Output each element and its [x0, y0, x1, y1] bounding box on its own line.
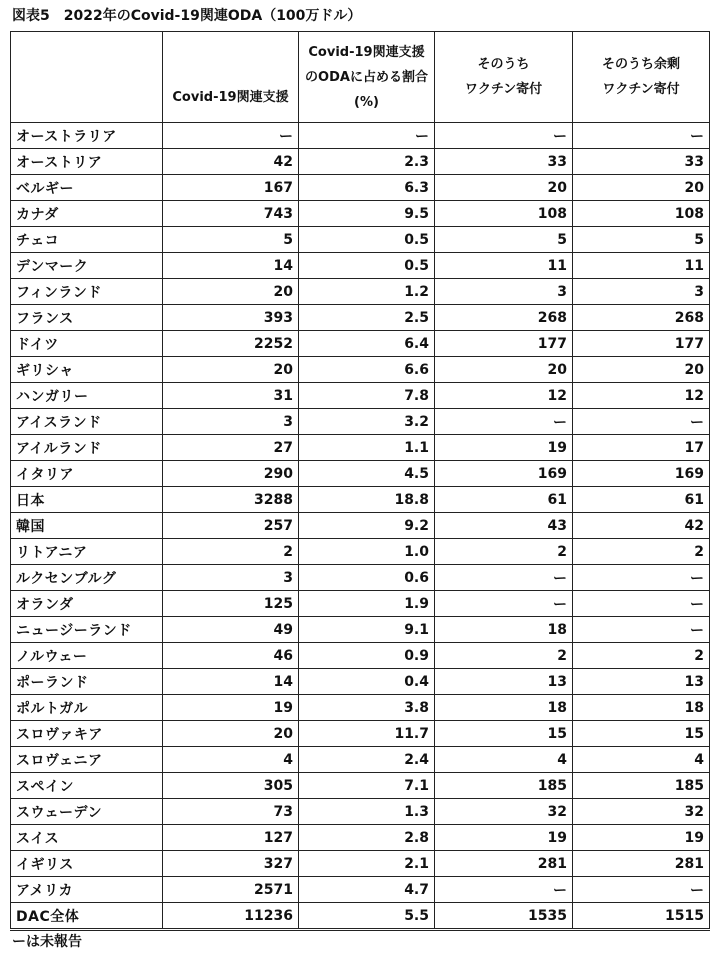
vaccine-donation-cell: 3	[435, 279, 573, 305]
covid-support-cell: 49	[163, 617, 299, 643]
oda-share-cell: 9.1	[299, 617, 435, 643]
vaccine-donation-cell: 2	[435, 643, 573, 669]
oda-share-cell: 1.2	[299, 279, 435, 305]
vaccine-donation-cell: ー	[435, 591, 573, 617]
covid-support-cell: 14	[163, 253, 299, 279]
vaccine-donation-cell: ー	[435, 409, 573, 435]
country-cell: 日本	[11, 487, 163, 513]
country-cell: 韓国	[11, 513, 163, 539]
covid-support-cell: 14	[163, 669, 299, 695]
vaccine-donation-cell: ー	[435, 877, 573, 903]
covid-support-cell: 167	[163, 175, 299, 201]
vaccine-donation-cell: 33	[435, 149, 573, 175]
vaccine-donation-cell: 2	[435, 539, 573, 565]
surplus-vaccine-cell: ー	[573, 617, 710, 643]
surplus-vaccine-cell: 281	[573, 851, 710, 877]
oda-share-cell: 2.8	[299, 825, 435, 851]
covid-support-cell: 257	[163, 513, 299, 539]
covid-support-cell: 4	[163, 747, 299, 773]
vaccine-donation-cell: 61	[435, 487, 573, 513]
country-cell: ルクセンブルグ	[11, 565, 163, 591]
oda-share-cell: 2.5	[299, 305, 435, 331]
footnote: ーは未報告	[12, 934, 82, 950]
oda-share-cell: 2.1	[299, 851, 435, 877]
surplus-vaccine-cell: 2	[573, 539, 710, 565]
country-cell: フランス	[11, 305, 163, 331]
surplus-vaccine-cell: 11	[573, 253, 710, 279]
surplus-vaccine-cell: ー	[573, 877, 710, 903]
country-cell: ノルウェー	[11, 643, 163, 669]
table-row	[11, 565, 710, 591]
vaccine-donation-cell: 15	[435, 721, 573, 747]
covid-support-cell: 3	[163, 409, 299, 435]
surplus-vaccine-cell: 12	[573, 383, 710, 409]
surplus-vaccine-cell: 13	[573, 669, 710, 695]
covid-support-cell: 27	[163, 435, 299, 461]
country-cell: スイス	[11, 825, 163, 851]
table-row	[11, 643, 710, 669]
header-country	[11, 32, 163, 123]
table-row	[11, 591, 710, 617]
vaccine-donation-cell: 20	[435, 175, 573, 201]
surplus-vaccine-cell: 33	[573, 149, 710, 175]
oda-share-cell: 6.3	[299, 175, 435, 201]
country-cell: ギリシャ	[11, 357, 163, 383]
vaccine-donation-cell: 169	[435, 461, 573, 487]
oda-share-cell: 0.4	[299, 669, 435, 695]
table-row	[11, 123, 710, 149]
surplus-vaccine-cell: 32	[573, 799, 710, 825]
covid-support-cell: 20	[163, 357, 299, 383]
vaccine-donation-cell: 268	[435, 305, 573, 331]
oda-share-cell: 4.5	[299, 461, 435, 487]
vaccine-donation-cell: 1535	[435, 903, 573, 930]
header-covid-support: Covid-19関連支援	[163, 32, 299, 123]
covid-support-cell: 2571	[163, 877, 299, 903]
surplus-vaccine-cell: 3	[573, 279, 710, 305]
country-cell: アメリカ	[11, 877, 163, 903]
surplus-vaccine-cell: 177	[573, 331, 710, 357]
surplus-vaccine-cell: 169	[573, 461, 710, 487]
oda-share-cell: 7.8	[299, 383, 435, 409]
country-cell: アイルランド	[11, 435, 163, 461]
vaccine-donation-cell: 5	[435, 227, 573, 253]
surplus-vaccine-cell: 19	[573, 825, 710, 851]
covid-support-cell: 125	[163, 591, 299, 617]
country-cell: ポーランド	[11, 669, 163, 695]
country-cell: DAC全体	[11, 903, 163, 930]
country-cell: ニュージーランド	[11, 617, 163, 643]
surplus-vaccine-cell: ー	[573, 565, 710, 591]
table-row	[11, 747, 710, 773]
oda-share-cell: 3.2	[299, 409, 435, 435]
figure-title: 図表5 2022年のCovid-19関連ODA（100万ドル）	[12, 8, 362, 24]
country-cell: オーストリア	[11, 149, 163, 175]
country-cell: スウェーデン	[11, 799, 163, 825]
covid-support-cell: 20	[163, 279, 299, 305]
surplus-vaccine-cell: 18	[573, 695, 710, 721]
vaccine-donation-cell: 177	[435, 331, 573, 357]
covid-support-cell: 3	[163, 565, 299, 591]
surplus-vaccine-cell: 2	[573, 643, 710, 669]
oda-share-cell: 2.3	[299, 149, 435, 175]
vaccine-donation-cell: 19	[435, 435, 573, 461]
table-row	[11, 305, 710, 331]
covid-support-cell: 11236	[163, 903, 299, 930]
country-cell: イギリス	[11, 851, 163, 877]
table-row	[11, 279, 710, 305]
country-cell: リトアニア	[11, 539, 163, 565]
vaccine-donation-cell: 19	[435, 825, 573, 851]
table-row	[11, 357, 710, 383]
vaccine-donation-cell: 13	[435, 669, 573, 695]
surplus-vaccine-cell: 15	[573, 721, 710, 747]
table-row	[11, 617, 710, 643]
header-surplus-vaccine-donation: そのうち余剰 ワクチン寄付	[573, 32, 710, 123]
oda-table	[10, 31, 710, 931]
surplus-vaccine-cell: 42	[573, 513, 710, 539]
table-row	[11, 539, 710, 565]
oda-share-cell: 11.7	[299, 721, 435, 747]
covid-support-cell: 327	[163, 851, 299, 877]
covid-support-cell: 19	[163, 695, 299, 721]
surplus-vaccine-cell: 268	[573, 305, 710, 331]
table-row	[11, 513, 710, 539]
oda-share-cell: 1.3	[299, 799, 435, 825]
country-cell: ポルトガル	[11, 695, 163, 721]
oda-share-cell: 1.1	[299, 435, 435, 461]
surplus-vaccine-cell: ー	[573, 409, 710, 435]
table-row	[11, 773, 710, 799]
covid-support-cell: 2	[163, 539, 299, 565]
table-row	[11, 227, 710, 253]
covid-support-cell: 42	[163, 149, 299, 175]
country-cell: カナダ	[11, 201, 163, 227]
oda-share-cell: 0.5	[299, 253, 435, 279]
table-row	[11, 851, 710, 877]
country-cell: ベルギー	[11, 175, 163, 201]
country-cell: チェコ	[11, 227, 163, 253]
table-row	[11, 409, 710, 435]
surplus-vaccine-cell: 5	[573, 227, 710, 253]
table-row	[11, 877, 710, 903]
table-row	[11, 669, 710, 695]
table-row	[11, 461, 710, 487]
oda-share-cell: 1.0	[299, 539, 435, 565]
vaccine-donation-cell: ー	[435, 565, 573, 591]
country-cell: ハンガリー	[11, 383, 163, 409]
covid-support-cell: 46	[163, 643, 299, 669]
table-row	[11, 435, 710, 461]
table-row	[11, 331, 710, 357]
country-cell: アイスランド	[11, 409, 163, 435]
covid-support-cell: 73	[163, 799, 299, 825]
table-row	[11, 695, 710, 721]
table-row	[11, 487, 710, 513]
covid-support-cell: 743	[163, 201, 299, 227]
country-cell: オーストラリア	[11, 123, 163, 149]
covid-support-cell: 305	[163, 773, 299, 799]
oda-share-cell: 0.6	[299, 565, 435, 591]
table-row	[11, 825, 710, 851]
vaccine-donation-cell: 4	[435, 747, 573, 773]
country-cell: スペイン	[11, 773, 163, 799]
country-cell: スロヴェニア	[11, 747, 163, 773]
country-cell: フィンランド	[11, 279, 163, 305]
oda-share-cell: 5.5	[299, 903, 435, 930]
vaccine-donation-cell: 18	[435, 617, 573, 643]
oda-share-cell: 4.7	[299, 877, 435, 903]
country-cell: デンマーク	[11, 253, 163, 279]
oda-share-cell: 18.8	[299, 487, 435, 513]
vaccine-donation-cell: 32	[435, 799, 573, 825]
table-row	[11, 175, 710, 201]
vaccine-donation-cell: 20	[435, 357, 573, 383]
surplus-vaccine-cell: ー	[573, 123, 710, 149]
surplus-vaccine-cell: 20	[573, 175, 710, 201]
oda-share-cell: ー	[299, 123, 435, 149]
covid-support-cell: 127	[163, 825, 299, 851]
surplus-vaccine-cell: 185	[573, 773, 710, 799]
oda-share-cell: 3.8	[299, 695, 435, 721]
oda-share-cell: 1.9	[299, 591, 435, 617]
table-row	[11, 253, 710, 279]
covid-support-cell: 2252	[163, 331, 299, 357]
oda-share-cell: 6.4	[299, 331, 435, 357]
table-row	[11, 383, 710, 409]
oda-share-cell: 0.9	[299, 643, 435, 669]
table-row	[11, 201, 710, 227]
vaccine-donation-cell: 18	[435, 695, 573, 721]
country-cell: オランダ	[11, 591, 163, 617]
country-cell: イタリア	[11, 461, 163, 487]
surplus-vaccine-cell: 1515	[573, 903, 710, 930]
oda-share-cell: 7.1	[299, 773, 435, 799]
surplus-vaccine-cell: ー	[573, 591, 710, 617]
oda-share-cell: 0.5	[299, 227, 435, 253]
covid-support-cell: 31	[163, 383, 299, 409]
country-cell: スロヴァキア	[11, 721, 163, 747]
surplus-vaccine-cell: 4	[573, 747, 710, 773]
table-row	[11, 149, 710, 175]
surplus-vaccine-cell: 20	[573, 357, 710, 383]
vaccine-donation-cell: ー	[435, 123, 573, 149]
country-cell: ドイツ	[11, 331, 163, 357]
surplus-vaccine-cell: 17	[573, 435, 710, 461]
oda-share-cell: 6.6	[299, 357, 435, 383]
header-oda-share: Covid-19関連支援のODAに占める割合(%)	[299, 32, 435, 123]
header-row	[11, 32, 710, 123]
table-row	[11, 799, 710, 825]
table-row	[11, 721, 710, 747]
surplus-vaccine-cell: 61	[573, 487, 710, 513]
vaccine-donation-cell: 11	[435, 253, 573, 279]
oda-share-cell: 9.2	[299, 513, 435, 539]
oda-share-cell: 2.4	[299, 747, 435, 773]
vaccine-donation-cell: 281	[435, 851, 573, 877]
surplus-vaccine-cell: 108	[573, 201, 710, 227]
total-row	[11, 903, 710, 930]
vaccine-donation-cell: 185	[435, 773, 573, 799]
header-vaccine-donation: そのうち ワクチン寄付	[435, 32, 573, 123]
vaccine-donation-cell: 108	[435, 201, 573, 227]
vaccine-donation-cell: 43	[435, 513, 573, 539]
covid-support-cell: 20	[163, 721, 299, 747]
covid-support-cell: 3288	[163, 487, 299, 513]
covid-support-cell: 5	[163, 227, 299, 253]
oda-share-cell: 9.5	[299, 201, 435, 227]
covid-support-cell: 290	[163, 461, 299, 487]
covid-support-cell: 393	[163, 305, 299, 331]
vaccine-donation-cell: 12	[435, 383, 573, 409]
covid-support-cell: ー	[163, 123, 299, 149]
